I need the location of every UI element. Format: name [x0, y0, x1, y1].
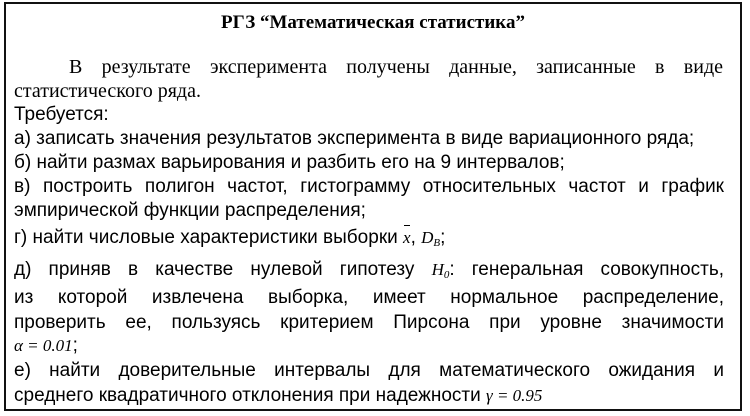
item-g: [14, 226, 724, 255]
intro-line-1: В результате эксперимента получены данные, записанные в виде: [69, 56, 723, 78]
intro-line-2: статистического ряда.: [14, 80, 201, 102]
item-g-separator: ,: [410, 227, 416, 248]
item-d-line-1: д) приняв в качестве нулевой гипотезу $H_0$: генеральная совокупность,: [14, 259, 724, 281]
sample-variance-symbol: $D_B$: [421, 228, 441, 249]
item-d-line-3: проверить ее, пользуясь критерием Пирсона при уровне значимости: [14, 312, 724, 333]
item-g-text: г) найти числовые характеристики выборки: [14, 227, 398, 248]
item-v-line-1: в) построить полигон частот, гистограмму относительных частот и график: [14, 176, 724, 197]
sample-mean-symbol: x: [403, 226, 411, 250]
required-label: Требуется:: [14, 104, 109, 125]
item-g-end: ;: [440, 227, 446, 248]
item-b: б) найти размах варьирования и разбить его на 9 интервалов;: [14, 152, 565, 173]
item-e-line-2: среднего квадратичного отклонения при надежности γ = 0.95: [14, 385, 543, 406]
confidence-level: γ = 0.95: [486, 386, 543, 405]
item-a: а) записать значения результатов эксперимента в виде вариационного ряда;: [14, 128, 695, 149]
document-title: РГЗ “Математическая статистика”: [221, 12, 525, 33]
item-e-line-1: е) найти доверительные интервалы для математического ожидания и: [14, 360, 724, 381]
null-hypothesis-symbol: $H_0$: [431, 260, 450, 281]
item-v-line-2: эмпирической функции распределения;: [14, 200, 366, 221]
item-d-line-4: α = 0.01;: [14, 335, 78, 356]
significance-level: α = 0.01: [14, 336, 73, 355]
item-d-line-2: из которой извлечена выборка, имеет нормальное распределение,: [14, 287, 724, 308]
